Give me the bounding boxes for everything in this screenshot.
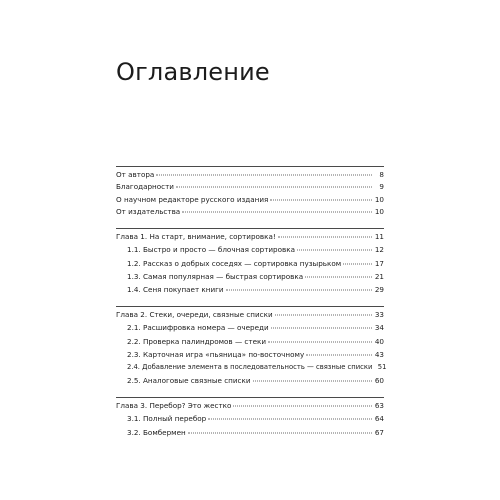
- toc-section: [127, 272, 384, 281]
- toc-chapter: [116, 310, 384, 319]
- toc-entry: [116, 182, 384, 191]
- toc-section-page: 12: [374, 245, 384, 254]
- leader-dots: [253, 381, 372, 382]
- toc-section: [127, 285, 384, 294]
- toc-entry-page: 9: [379, 182, 384, 191]
- toc-section-page: 34: [374, 323, 384, 332]
- toc-chapter: [116, 232, 384, 241]
- toc-section: [127, 363, 387, 372]
- leader-dots: [226, 290, 372, 291]
- toc-section-label: 2.1. Расшифровка номера — очереди: [127, 323, 269, 332]
- toc-entry-page: 10: [374, 207, 384, 216]
- toc-section-label: 1.3. Самая популярная — быстрая сортировка: [127, 272, 304, 281]
- leader-dots: [176, 187, 372, 188]
- toc-entry: [116, 170, 384, 179]
- divider: [116, 166, 384, 167]
- toc-entry-page: 10: [374, 195, 384, 204]
- toc-section: [127, 245, 384, 254]
- divider: [116, 306, 384, 307]
- toc-chapter-page: 33: [374, 310, 384, 319]
- toc-section-page: 21: [374, 272, 384, 281]
- toc-entry-label: От автора: [116, 170, 155, 179]
- toc-section-label: 1.1. Быстро и просто — блочная сортировка: [127, 245, 295, 254]
- toc-section-label: 2.5. Аналоговые связные списки: [127, 376, 251, 385]
- toc-section-label: 3.2. Бомбермен: [127, 428, 186, 437]
- toc-section: [127, 337, 384, 346]
- toc-section: [127, 414, 384, 423]
- toc-section-page: 64: [374, 414, 384, 423]
- leader-dots: [305, 277, 372, 278]
- divider: [116, 397, 384, 398]
- toc-section: [127, 428, 384, 437]
- toc-section-page: 29: [374, 285, 384, 294]
- toc-section-label: 1.2. Рассказ о добрых соседях — сортировка пузырьком: [127, 259, 342, 268]
- leader-dots: [188, 433, 372, 434]
- toc-chapter: [116, 401, 384, 410]
- toc-entry-label: Благодарности: [116, 182, 174, 191]
- toc-chapter-page: 11: [374, 232, 384, 241]
- toc-chapter-page: 63: [374, 401, 384, 410]
- toc-section-label: 2.3. Карточная игра «пьяница» по-восточному: [127, 350, 305, 359]
- toc-section-page: 60: [374, 376, 384, 385]
- leader-dots: [297, 250, 372, 251]
- divider: [116, 228, 384, 229]
- toc-section: [127, 376, 384, 385]
- leader-dots: [233, 406, 372, 407]
- toc-entry-page: 8: [379, 170, 384, 179]
- toc-chapter-label: Глава 1. На старт, внимание, сортировка!: [116, 232, 276, 241]
- leader-dots: [306, 355, 372, 356]
- toc-section-label: 1.4. Сеня покупает книги: [127, 285, 224, 294]
- leader-dots: [268, 342, 372, 343]
- leader-dots: [182, 212, 372, 213]
- toc-section: [127, 259, 384, 268]
- toc-entry-label: От издательства: [116, 207, 181, 216]
- leader-dots: [156, 175, 372, 176]
- leader-dots: [271, 328, 372, 329]
- toc-entry-label: О научном редакторе русского издания: [116, 195, 269, 204]
- leader-dots: [343, 264, 372, 265]
- toc-section-label: 3.1. Полный перебор: [127, 414, 207, 423]
- toc-section-label: 2.4. Добавление элемента в последовательность — связные списки: [127, 363, 373, 371]
- page-title: Оглавление: [116, 58, 270, 86]
- toc-chapter-label: Глава 2. Стеки, очереди, связные списки: [116, 310, 273, 319]
- toc-entry: [116, 207, 384, 216]
- toc-section: [127, 350, 384, 359]
- leader-dots: [275, 315, 372, 316]
- toc-section-page: 67: [374, 428, 384, 437]
- toc-entry: [116, 195, 384, 204]
- toc-section-label: 2.2. Проверка палиндромов — стеки: [127, 337, 266, 346]
- toc-section-page: 17: [374, 259, 384, 268]
- leader-dots: [270, 200, 372, 201]
- leader-dots: [208, 419, 372, 420]
- toc-chapter-label: Глава 3. Перебор? Это жестко: [116, 401, 232, 410]
- toc-section-page: 43: [374, 350, 384, 359]
- toc-section-page: 51: [377, 363, 387, 371]
- leader-dots: [278, 237, 372, 238]
- toc-section-page: 40: [374, 337, 384, 346]
- toc-section: [127, 323, 384, 332]
